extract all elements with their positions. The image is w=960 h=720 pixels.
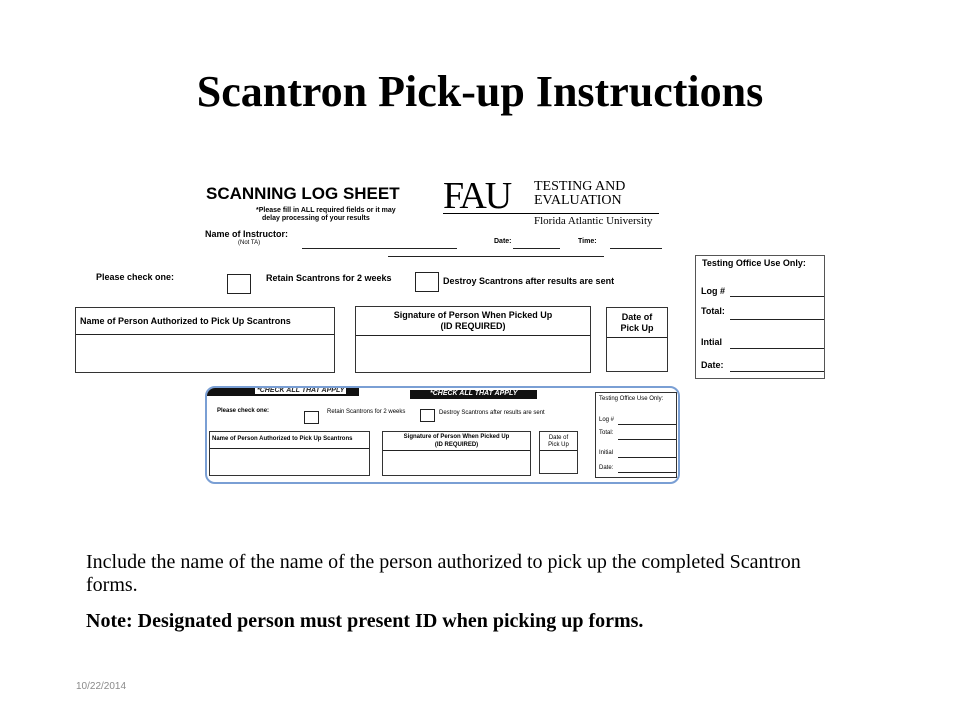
signature-box bbox=[355, 306, 591, 373]
signature-underline bbox=[388, 256, 604, 257]
office-initial-label: Intial bbox=[701, 337, 723, 347]
signature-header-1: Signature of Person When Picked Up bbox=[393, 310, 553, 320]
inset-date-pickup-2: Pick Up bbox=[548, 442, 569, 448]
check-all-right: *CHECK ALL THAT APPLY bbox=[430, 390, 518, 397]
inset-office-date-line bbox=[618, 472, 676, 473]
inset-authorized-header: Name of Person Authorized to Pick Up Scantrons bbox=[212, 436, 353, 442]
fill-notice-2: delay processing of your results bbox=[262, 215, 370, 222]
inset-office-box bbox=[595, 392, 677, 478]
office-log-line bbox=[730, 296, 824, 297]
office-header: Testing Office Use Only: bbox=[702, 258, 806, 268]
footer-date: 10/22/2014 bbox=[76, 681, 127, 692]
inset-office-header: Testing Office Use Only: bbox=[599, 396, 664, 402]
inset-destroy-checkbox[interactable] bbox=[420, 409, 435, 422]
instructor-label: Name of Instructor: bbox=[205, 229, 289, 239]
form-heading: SCANNING LOG SHEET bbox=[206, 184, 400, 203]
date-pickup-1: Date of bbox=[621, 312, 653, 322]
inset-office-log: Log # bbox=[599, 417, 615, 423]
inset-signature-header-2: (ID REQUIRED) bbox=[434, 442, 479, 448]
office-total-line bbox=[730, 319, 824, 320]
inset-authorized-box bbox=[209, 431, 370, 476]
inset-office-total: Total: bbox=[599, 430, 614, 436]
date-label: Date: bbox=[494, 238, 512, 245]
inset-signature-header-1: Signature of Person When Picked Up bbox=[403, 434, 510, 440]
authorized-person-box bbox=[75, 307, 335, 373]
authorized-divider bbox=[76, 334, 334, 335]
logo-evaluation: EVALUATION bbox=[534, 193, 622, 208]
inset-retain-label: Retain Scantrons for 2 weeks bbox=[327, 409, 406, 415]
inset-office-initial-line bbox=[618, 457, 676, 458]
inset-destroy-label: Destroy Scantrons after results are sent bbox=[439, 410, 545, 416]
slide-title: Scantron Pick-up Instructions bbox=[196, 67, 764, 116]
inset-signature-box bbox=[382, 431, 531, 476]
time-line bbox=[610, 248, 662, 249]
destroy-label: Destroy Scantrons after results are sent bbox=[443, 276, 615, 286]
note-text: Note: Designated person must present ID when picking up forms. bbox=[86, 610, 644, 632]
date-pickup-2: Pick Up bbox=[620, 323, 654, 333]
not-ta-label: (Not TA) bbox=[238, 240, 261, 246]
inset-pickup-divider bbox=[540, 450, 577, 451]
date-line bbox=[513, 248, 560, 249]
office-date-label: Date: bbox=[701, 360, 724, 370]
check-all-bar-left bbox=[207, 388, 359, 396]
time-label: Time: bbox=[578, 238, 597, 245]
inset-office-initial: Initial bbox=[599, 450, 614, 456]
signature-header-2: (ID REQUIRED) bbox=[440, 321, 506, 331]
signature-divider bbox=[356, 335, 590, 336]
inset-date-pickup-1: Date of bbox=[548, 435, 569, 441]
fau-logo-icon: FAU bbox=[443, 175, 511, 217]
inset-pickup-date-box bbox=[539, 431, 578, 474]
pickup-date-box bbox=[606, 307, 668, 372]
logo-testing: TESTING AND bbox=[534, 179, 626, 194]
retain-label: Retain Scantrons for 2 weeks bbox=[266, 273, 392, 283]
authorized-header: Name of Person Authorized to Pick Up Scantrons bbox=[80, 316, 291, 326]
fill-notice-1: *Please fill in ALL required fields or it may bbox=[256, 207, 396, 214]
inset-please-check: Please check one: bbox=[217, 408, 270, 414]
instructor-line bbox=[302, 248, 457, 249]
inset-form-image bbox=[205, 386, 680, 484]
inset-office-log-line bbox=[618, 424, 676, 425]
body-paragraph: Include the name of the name of the person authorized to pick up the completed Scantron forms. bbox=[86, 551, 801, 596]
pickup-date-divider bbox=[607, 337, 667, 338]
inset-office-date: Date: bbox=[599, 465, 614, 471]
office-log-label: Log # bbox=[701, 286, 725, 296]
logo-university: Florida Atlantic University bbox=[534, 215, 653, 227]
office-use-box bbox=[695, 255, 825, 379]
scanning-log-sheet-image bbox=[70, 170, 830, 385]
office-date-line bbox=[730, 371, 824, 372]
retain-checkbox[interactable] bbox=[227, 274, 251, 294]
office-total-label: Total: bbox=[701, 306, 725, 316]
inset-retain-checkbox[interactable] bbox=[304, 411, 319, 424]
check-all-bar-right bbox=[410, 390, 537, 399]
office-initial-line bbox=[730, 348, 824, 349]
inset-authorized-divider bbox=[210, 448, 369, 449]
please-check-label: Please check one: bbox=[96, 272, 175, 282]
inset-signature-divider bbox=[383, 450, 530, 451]
logo-rule bbox=[443, 213, 659, 214]
destroy-checkbox[interactable] bbox=[415, 272, 439, 292]
inset-office-total-line bbox=[618, 439, 676, 440]
check-all-left: *CHECK ALL THAT APPLY bbox=[257, 387, 345, 394]
